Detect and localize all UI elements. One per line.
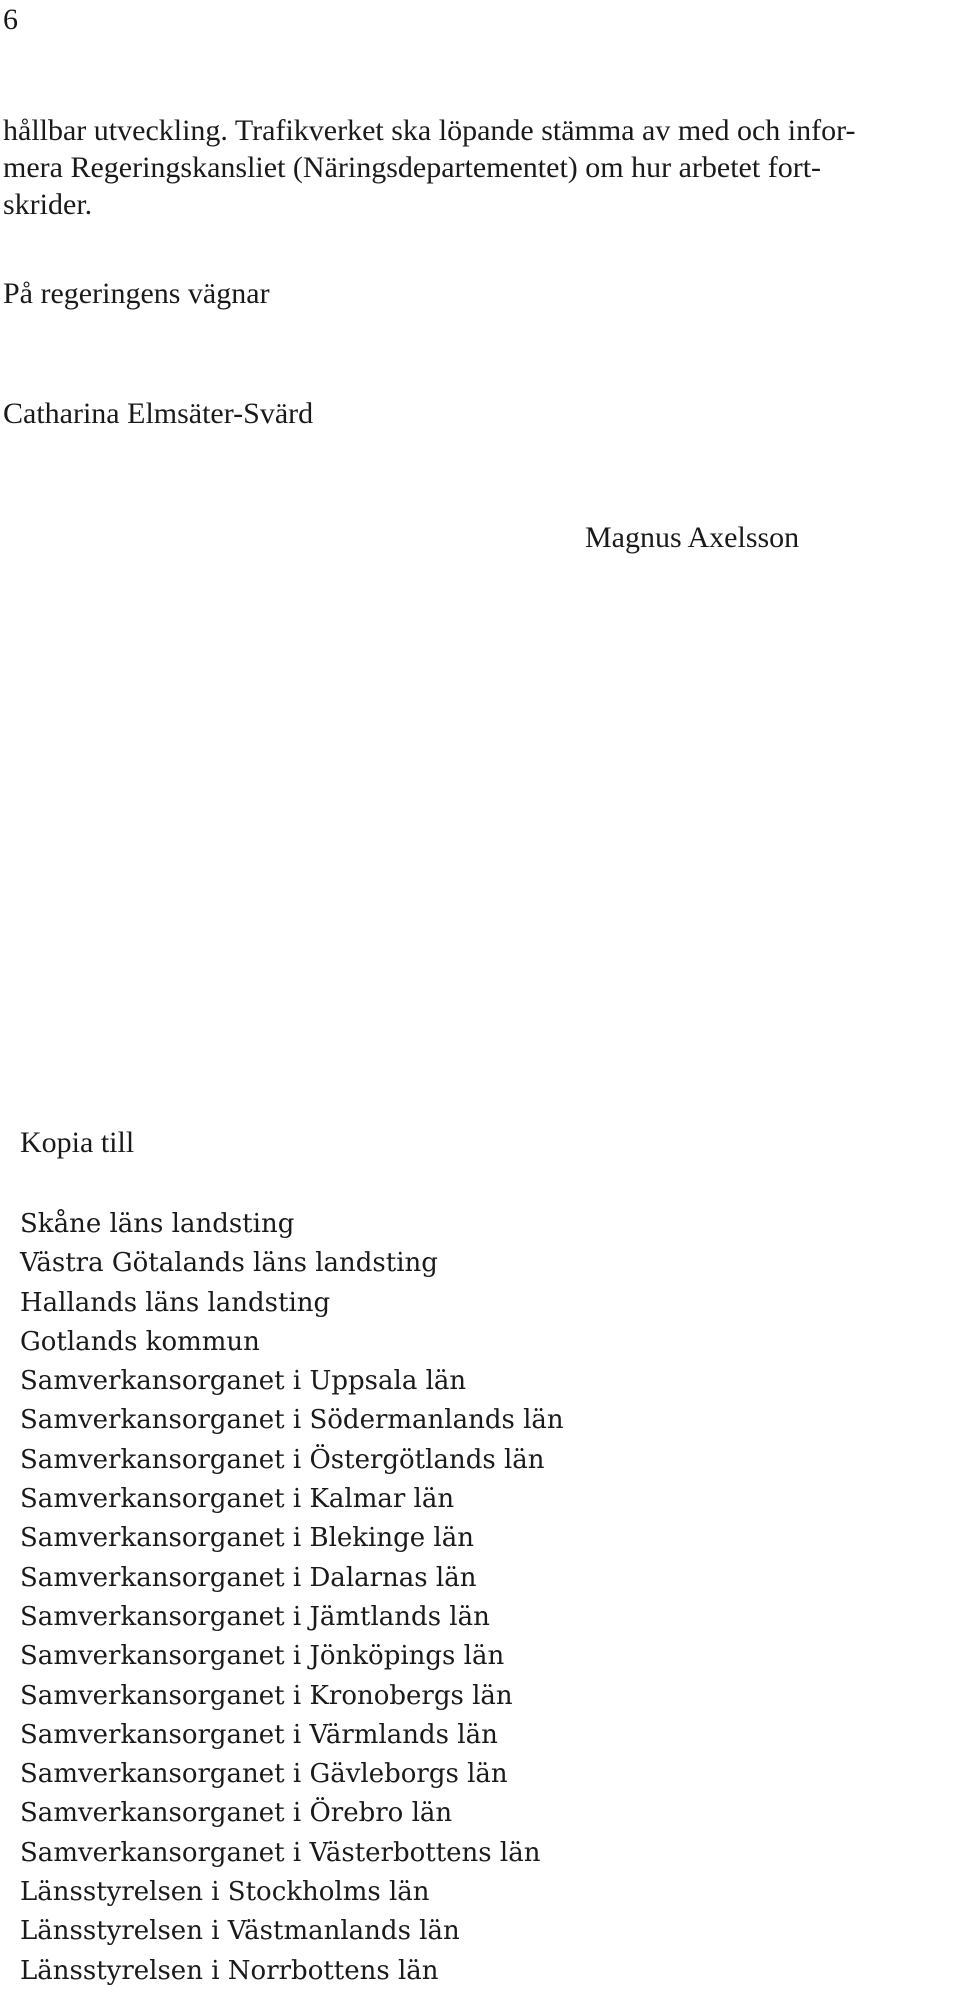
recipient-list — [20, 1205, 564, 1991]
recipient-item: Samverkansorganet i Södermanlands län — [20, 1405, 564, 1436]
paragraph-line: skrider. — [3, 188, 93, 221]
body-paragraph — [3, 112, 948, 223]
recipient-item: Samverkansorganet i Värmlands län — [20, 1719, 498, 1750]
signatory-official: Magnus Axelsson — [585, 521, 800, 554]
recipient-item: Samverkansorganet i Örebro län — [20, 1798, 453, 1829]
recipient-item: Gotlands kommun — [20, 1326, 260, 1357]
recipient-item: Länsstyrelsen i Västmanlands län — [20, 1916, 460, 1947]
recipient-item: Samverkansorganet i Östergötlands län — [20, 1444, 545, 1475]
closing-phrase: På regeringens vägnar — [3, 277, 270, 310]
recipient-item: Samverkansorganet i Jönköpings län — [20, 1641, 505, 1672]
recipient-item: Västra Götalands läns landsting — [20, 1248, 438, 1279]
recipient-item: Samverkansorganet i Blekinge län — [20, 1523, 474, 1554]
paragraph-line: hållbar utveckling. Trafikverket ska löpande stämma av med och infor- — [3, 114, 856, 147]
page-number: 6 — [3, 3, 18, 36]
paragraph-line: mera Regeringskansliet (Näringsdepartementet) om hur arbetet fort- — [3, 151, 822, 184]
recipient-item: Samverkansorganet i Dalarnas län — [20, 1562, 477, 1593]
recipient-item: Samverkansorganet i Uppsala län — [20, 1366, 467, 1397]
recipient-item: Samverkansorganet i Kalmar län — [20, 1484, 455, 1515]
recipient-item: Samverkansorganet i Gävleborgs län — [20, 1759, 508, 1790]
recipient-item: Länsstyrelsen i Norrbottens län — [20, 1955, 439, 1986]
recipient-item: Länsstyrelsen i Stockholms län — [20, 1877, 430, 1908]
recipient-item: Samverkansorganet i Kronobergs län — [20, 1680, 513, 1711]
recipient-item: Skåne läns landsting — [20, 1209, 295, 1239]
recipient-item: Hallands läns landsting — [20, 1287, 331, 1318]
recipient-item: Samverkansorganet i Västerbottens län — [20, 1837, 541, 1868]
signatory-minister: Catharina Elmsäter-Svärd — [3, 397, 314, 430]
copy-heading: Kopia till — [20, 1126, 135, 1159]
recipient-item: Samverkansorganet i Jämtlands län — [20, 1601, 490, 1632]
